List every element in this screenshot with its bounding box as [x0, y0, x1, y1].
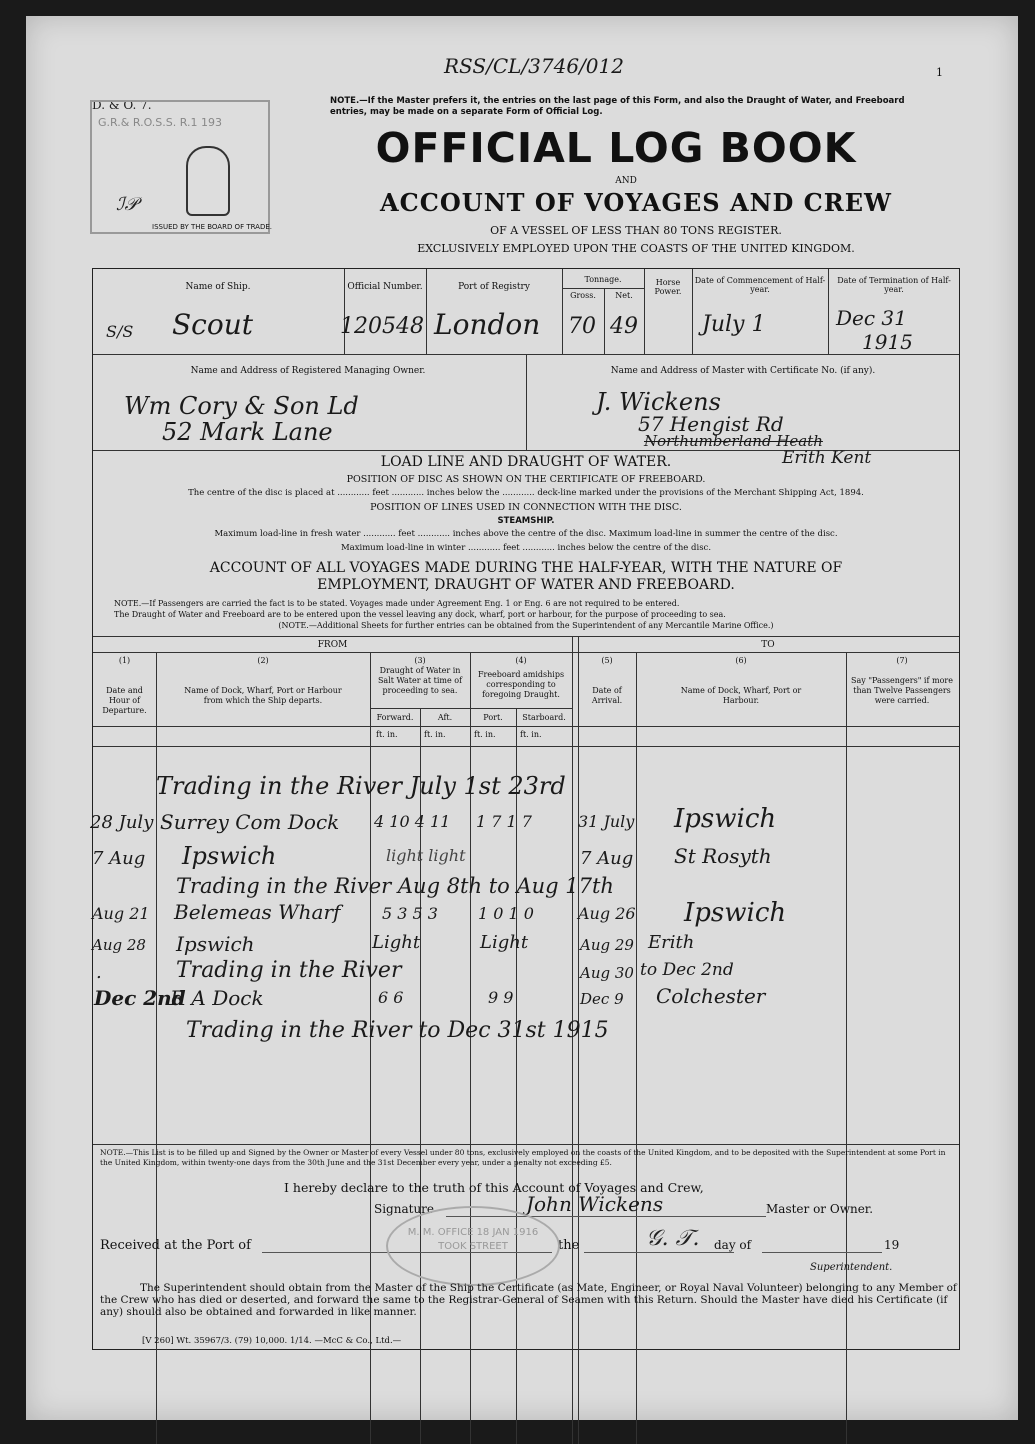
entry-3-draught: light light — [386, 846, 466, 865]
label-horse-power: Horse Power. — [654, 278, 682, 296]
master-name: J. Wickens — [596, 388, 721, 416]
entry-2-date: 28 July — [90, 812, 154, 833]
col-arrival: Date of Arrival. — [591, 686, 623, 705]
owner-address: 52 Mark Lane — [162, 418, 333, 446]
label-official-number: Official Number. — [347, 282, 423, 292]
entry-6-freeboard: Light — [480, 932, 529, 953]
entry-8-to: Colchester — [656, 984, 766, 1008]
entry-7-to: to Dec 2nd — [640, 960, 734, 980]
ship-name: Scout — [172, 308, 254, 341]
header-note: NOTE.—If the Master prefers it, the entries on the last page of this Form, and also the Draught of Water, and Freeboard entries, may be made on a separate Form of Official Log. — [330, 96, 905, 117]
net-tonnage: 49 — [610, 314, 638, 339]
label-gross: Gross. — [570, 291, 596, 300]
col-departure: Date and Hour of Departure. — [102, 686, 147, 715]
col-num-2: (2) — [257, 656, 269, 665]
col-forward: Forward. — [376, 713, 414, 722]
vessel-line: OF A VESSEL OF LESS THAN 80 TONS REGISTER. — [490, 224, 782, 237]
declaration: I hereby declare to the truth of this Account of Voyages and Crew, — [284, 1180, 704, 1195]
entry-7-arrival: Aug 30 — [580, 964, 634, 982]
official-number: 120548 — [340, 314, 424, 339]
termination-year: 1915 — [862, 330, 913, 354]
form-code: D. & O. 7. — [92, 98, 152, 112]
entry-5-arrival: Aug 26 — [578, 904, 636, 923]
title-and: AND — [615, 176, 637, 186]
entry-3-arrival: 7 Aug — [580, 848, 634, 869]
label-tonnage: Tonnage. — [584, 275, 622, 284]
entry-5-from: Belemeas Wharf — [174, 900, 341, 924]
printer-line: [V 260] Wt. 35967/3. (79) 10,000. 1/14. —McC & Co., Ltd.— — [142, 1336, 402, 1346]
to-heading: TO — [761, 640, 775, 650]
page-title: OFFICIAL LOG BOOK — [375, 124, 857, 172]
label-owner: Name and Address of Registered Managing Owner. — [190, 366, 426, 376]
employ-line: EXCLUSIVELY EMPLOYED UPON THE COASTS OF THE UNITED KINGDOM. — [417, 242, 855, 255]
entry-3-date: 7 Aug — [92, 848, 146, 869]
archive-reference: RSS/CL/3746/012 — [444, 54, 624, 78]
page-subtitle: ACCOUNT OF VOYAGES AND CREW — [380, 188, 892, 217]
entry-8-arrival: Dec 9 — [580, 990, 624, 1008]
gross-tonnage: 70 — [568, 314, 596, 339]
master-address-2: Northumberland Heath — [644, 432, 823, 450]
col-num-7: (7) — [896, 656, 908, 665]
entry-6-draught: Light — [372, 932, 421, 953]
col-num-6: (6) — [735, 656, 747, 665]
ship-prefix: S/S — [106, 322, 134, 341]
entry-trading-1: Trading in the River July 1st 23rd — [156, 772, 566, 800]
col-from-dock: Name of Dock, Wharf, Port or Harbour from which the Ship departs. — [184, 686, 342, 705]
entry-5-freeboard: 1 0 1 0 — [478, 904, 534, 923]
log-book-page — [26, 16, 1018, 1420]
entry-6-date: Aug 28 — [92, 936, 146, 954]
superintendent-instructions: The Superintendent should obtain from the Master of the Ship the Certificate (as Mate, Engineer, or Royal Naval Volunteer) belonging to any Member of the Crew who has died or deserted, and forward the same to the Registrar-General of Seamen with this Return. Should the Master have died his Certificate (if any) should also be obtained and forwarded in like manner. — [100, 1282, 957, 1318]
received-the-label: the — [558, 1238, 580, 1253]
col-freeboard: Freeboard amidships corresponding to foregoing Draught. — [477, 670, 565, 699]
col-num-1: (1) — [118, 656, 131, 665]
initials-mark: ℐ𝒫 — [116, 194, 138, 215]
loadline-heading: LOAD LINE AND DRAUGHT OF WATER. — [380, 454, 672, 470]
superintendent-label: Superintendent. — [810, 1262, 893, 1273]
entry-5-to: Ipswich — [684, 898, 787, 928]
entry-8-draught: 6 6 — [378, 988, 404, 1007]
entry-8-freeboard: 9 9 — [488, 988, 514, 1007]
ftin-stbd: ft. in. — [520, 730, 542, 739]
owner-name: Wm Cory & Son Ld — [124, 392, 359, 420]
master-owner-label: Master or Owner. — [766, 1202, 874, 1216]
label-net: Net. — [615, 291, 633, 300]
account-heading-1: ACCOUNT OF ALL VOYAGES MADE DURING THE HALF-YEAR, WITH THE NATURE OF — [209, 560, 843, 576]
col-passengers: Say "Passengers" if more than Twelve Passengers were carried. — [851, 676, 953, 705]
entry-trading-3: Trading in the River to Dec 31st 1915 — [186, 1018, 609, 1043]
col-aft: Aft. — [437, 713, 453, 722]
position-lines: POSITION OF LINES USED IN CONNECTION WITH THE DISC. — [370, 502, 682, 513]
col-num-4: (4) — [515, 656, 527, 665]
master-address-3: Erith Kent — [782, 448, 872, 468]
entry-6-arrival: Aug 29 — [580, 936, 634, 954]
entry-2-to: Ipswich — [674, 804, 777, 834]
master-signature: John Wickens — [526, 1192, 664, 1216]
entry-7-from: Trading in the River — [176, 958, 402, 983]
steamship-label: STEAMSHIP. — [497, 516, 555, 526]
registry-stamp: G.R.& R.O.S.S. R.1 193 — [90, 100, 270, 234]
entry-3-from: Ipswich — [182, 842, 277, 870]
footer-note: NOTE.—This List is to be filled up and Signed by the Owner or Master of every Vessel under 80 tons, exclusively employed on the coasts of the United Kingdom, and to be deposited with the Superintendent at some Port in the United Kingdom, within twenty-one days from the 30th June and the 31st December every year, under a penalty not exceeding £5. — [100, 1148, 946, 1167]
col-to-dock: Name of Dock, Wharf, Port or Harbour. — [680, 686, 802, 705]
label-port-registry: Port of Registry — [458, 282, 530, 292]
entry-8-from: R A Dock — [170, 986, 264, 1010]
label-ship-name: Name of Ship. — [185, 282, 251, 292]
commence-date: July 1 — [702, 312, 766, 337]
signature-label: Signature — [374, 1202, 435, 1216]
day-of-label: day of — [714, 1238, 752, 1252]
label-master: Name and Address of Master with Certificate No. (if any). — [610, 366, 876, 376]
termination-date: Dec 31 — [836, 306, 907, 330]
master-address-1: 57 Hengist Rd — [638, 412, 784, 436]
entry-3-to: St Rosyth — [674, 844, 772, 868]
entry-trading-2: Trading in the River Aug 8th to Aug 17th — [176, 874, 614, 898]
col-num-5: (5) — [601, 656, 613, 665]
fresh-water-line: Maximum load-line in fresh water ............ feet ............ inches above the centre of the disc. Maximum load-line in summer the centre of the disc. — [214, 529, 838, 539]
entry-7-mark: . — [96, 962, 102, 983]
entry-6-to: Erith — [648, 932, 695, 953]
entry-2-freeboard: 1 7 1 7 — [476, 812, 532, 831]
account-note-3: (NOTE.—Additional Sheets for further entries can be obtained from the Superintendent of any Mercantile Marine Office.) — [278, 621, 774, 630]
received-port-label: Received at the Port of — [100, 1238, 251, 1253]
entry-2-from: Surrey Com Dock — [160, 810, 340, 834]
account-note-1: NOTE.—If Passengers are carried the fact is to be stated. Voyages made under Agreement Eng. 1 or Eng. 6 are not required to be entered. — [114, 599, 680, 608]
centre-line: The centre of the disc is placed at ............ feet ............ inches below the ............ deck-line marked under the provisions of the Merchant Shipping Act, 1894. — [188, 488, 864, 498]
label-termination: Date of Termination of Half-year. — [837, 276, 951, 294]
label-commence: Date of Commencement of Half-year. — [694, 276, 826, 294]
year-label: 19 — [884, 1238, 900, 1252]
position-disc: POSITION OF DISC AS SHOWN ON THE CERTIFICATE OF FREEBOARD. — [346, 474, 706, 485]
ftin-aft: ft. in. — [424, 730, 446, 739]
crown-crest-icon — [186, 146, 230, 216]
col-num-3: (3) — [414, 656, 426, 665]
entry-5-draught: 5 3 5 3 — [382, 904, 438, 923]
account-heading-2: EMPLOYMENT, DRAUGHT OF WATER AND FREEBOARD. — [317, 577, 735, 593]
ftin-port: ft. in. — [474, 730, 496, 739]
col-draught: Draught of Water in Salt Water at time of proceeding to sea. — [377, 666, 463, 695]
entry-2-draught: 4 10 4 11 — [374, 812, 451, 831]
entry-2-arrival: 31 July — [578, 812, 635, 831]
mercantile-marine-stamp: M. M. OFFICE 18 JAN 1916 TOOK STREET — [386, 1206, 560, 1286]
entry-5-date: Aug 21 — [92, 904, 150, 923]
account-note-2: The Draught of Water and Freeboard are to be entered upon the vessel leaving any dock, wharf, port or harbour, for the purpose of proceeding to sea. — [114, 610, 726, 619]
ftin-fwd: ft. in. — [376, 730, 398, 739]
winter-line: Maximum load-line in winter ............ feet ............ inches below the centre of the disc. — [340, 543, 712, 553]
entry-6-from: Ipswich — [176, 932, 255, 956]
page-number: 1 — [936, 66, 943, 79]
superintendent-signature-mark: 𝒢. 𝒯. — [646, 1226, 700, 1251]
col-port: Port. — [483, 713, 503, 722]
issued-by: ISSUED BY THE BOARD OF TRADE. — [152, 223, 272, 231]
entry-8-date: Dec 2nd — [94, 986, 186, 1010]
from-heading: FROM — [317, 640, 348, 650]
port-registry: London — [434, 308, 541, 341]
col-starboard: Starboard. — [522, 713, 566, 722]
